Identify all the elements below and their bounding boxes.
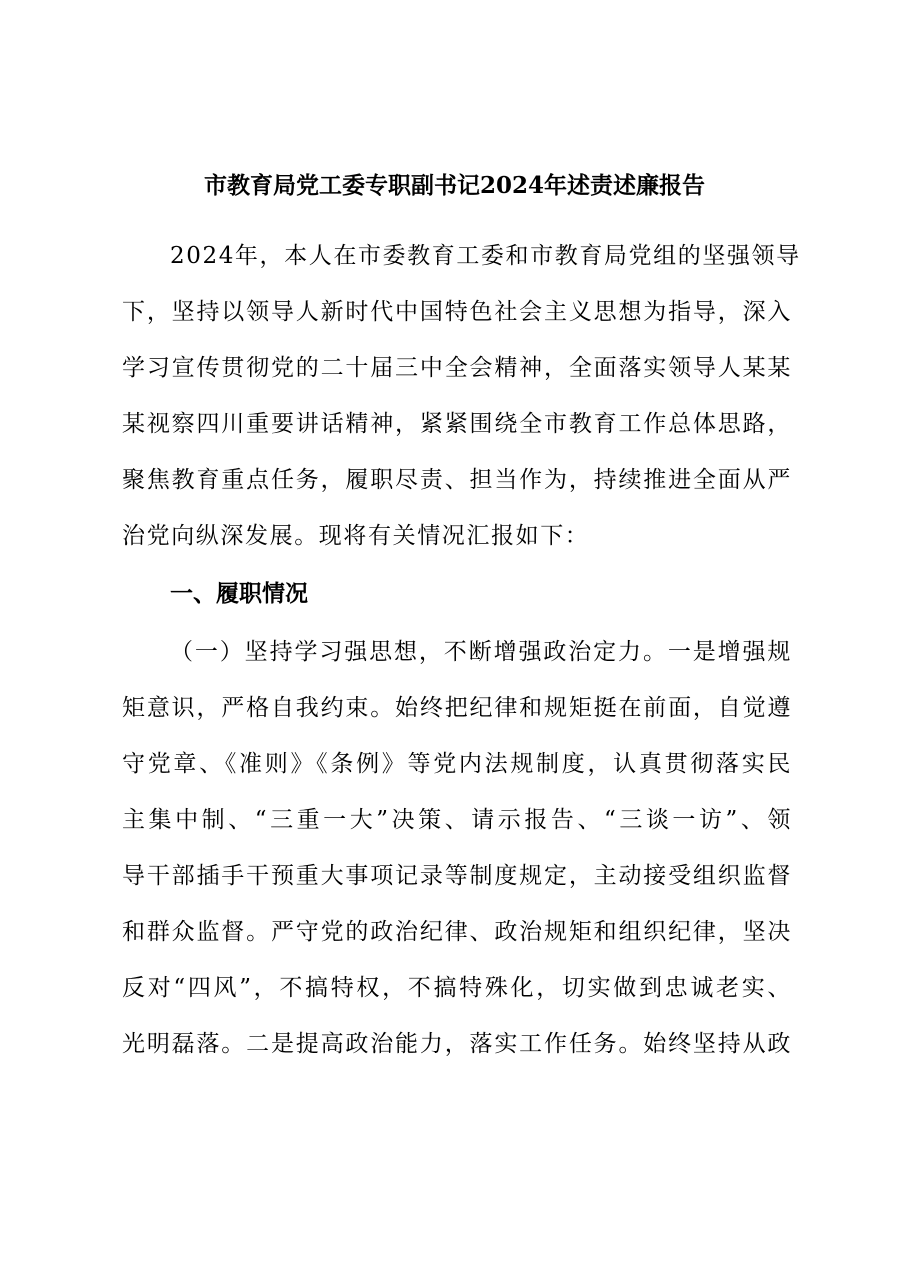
paragraph-line: （一）坚持学习强思想，不断增强政治定力。一是增强规 bbox=[170, 639, 792, 665]
paragraph-line: 和群众监督。严守党的政治纪律、政治规矩和组织纪律，坚决 bbox=[122, 919, 792, 945]
paragraph-line: 某视察四川重要讲话精神，紧紧围绕全市教育工作总体思路， bbox=[122, 411, 792, 437]
paragraph-line: 矩意识，严格自我约束。始终把纪律和规矩挺在前面，自觉遵 bbox=[122, 695, 792, 721]
paragraph-line: 反对“四风”，不搞特权，不搞特殊化，切实做到忠诚老实、 bbox=[122, 975, 792, 1001]
paragraph-line: 光明磊落。二是提高政治能力，落实工作任务。始终坚持从政 bbox=[122, 1031, 792, 1057]
section-heading: 一、履职情况 bbox=[170, 580, 308, 607]
paragraph-line: 学习宣传贯彻党的二十届三中全会精神，全面落实领导人某某 bbox=[122, 355, 792, 381]
paragraph-line: 主集中制、“三重一大”决策、请示报告、“三谈一访”、领 bbox=[122, 807, 792, 833]
paragraph-line: 治党向纵深发展。现将有关情况汇报如下： bbox=[122, 523, 590, 549]
paragraph-line: 守党章、《准则》《条例》等党内法规制度，认真贯彻落实民 bbox=[122, 751, 792, 777]
paragraph-line: 导干部插手干预重大事项记录等制度规定，主动接受组织监督 bbox=[122, 863, 792, 889]
paragraph-line: 聚焦教育重点任务，履职尽责、担当作为，持续推进全面从严 bbox=[122, 467, 792, 493]
paragraph-line: 2024年，本人在市委教育工委和市教育局党组的坚强领导 bbox=[170, 243, 801, 269]
document-title: 市教育局党工委专职副书记2024年述责述廉报告 bbox=[203, 172, 705, 199]
paragraph-line: 下，坚持以领导人新时代中国特色社会主义思想为指导，深入 bbox=[122, 299, 792, 325]
